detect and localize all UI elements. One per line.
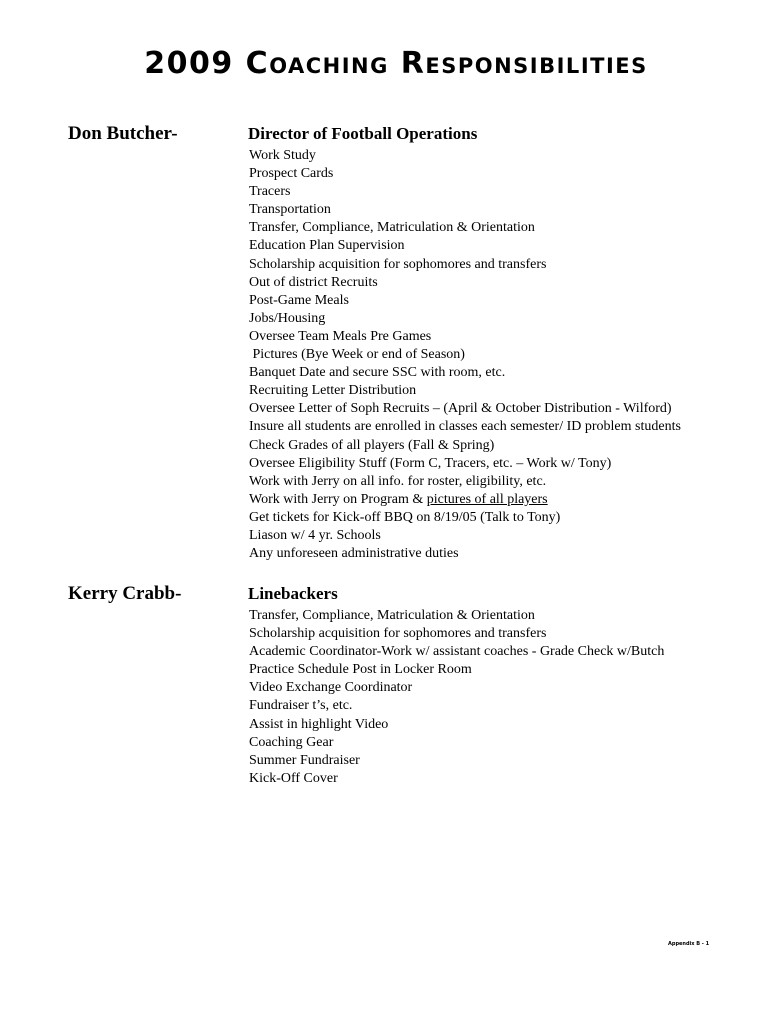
duty-item: Coaching Gear: [249, 734, 334, 750]
coach-role: Director of Football Operations: [248, 124, 478, 143]
duty-item: Any unforeseen administrative duties: [249, 546, 459, 562]
duty-item: Assist in highlight Video: [249, 716, 389, 732]
duty-item: Work Study: [249, 148, 316, 163]
duty-item: Tracers: [249, 184, 291, 200]
duty-list: [249, 607, 664, 788]
duty-item: Academic Coordinator-Work w/ assistant coaches - Grade Check w/Butch: [249, 644, 665, 660]
duty-item: Practice Schedule Post in Locker Room: [249, 662, 472, 678]
duty-item: Post-Game Meals: [249, 292, 349, 308]
duty-program-prefix: Work with Jerry on Program &: [249, 491, 427, 507]
duty-item: Pictures (Bye Week or end of Season): [249, 347, 465, 363]
duty-item: Get tickets for Kick-off BBQ on 8/19/05 (Talk to Tony): [249, 509, 561, 525]
duty-item: Kick-Off Cover: [249, 770, 338, 786]
duty-item: Transportation: [249, 202, 331, 218]
coach-role: Linebackers: [248, 584, 338, 603]
duty-item: Transfer, Compliance, Matriculation & Orientation: [249, 220, 535, 236]
duty-item: Oversee Team Meals Pre Games: [249, 328, 432, 344]
duty-item: Prospect Cards: [249, 166, 334, 182]
duty-list: [249, 147, 681, 563]
duty-item: Jobs/Housing: [249, 310, 326, 326]
coach-name: Kerry Crabb-: [68, 583, 182, 604]
duty-item: Education Plan Supervision: [249, 238, 405, 254]
duty-program-underlined: pictures of all players: [426, 491, 548, 507]
duty-item: Work with Jerry on all info. for roster, eligibility, etc.: [249, 473, 547, 489]
duty-item: Out of district Recruits: [249, 274, 378, 290]
duty-item: Recruiting Letter Distribution: [249, 383, 417, 399]
duty-item: Fundraiser t’s, etc.: [249, 698, 353, 714]
page-footer-appendix: Appendix B - 1: [668, 941, 710, 947]
page-title: 2009 Coaching Responsibilities: [144, 46, 648, 81]
duty-item: Oversee Letter of Soph Recruits – (April & October Distribution - Wilford): [249, 401, 672, 417]
duty-item: Banquet Date and secure SSC with room, etc.: [249, 365, 506, 381]
duty-item: Liason w/ 4 yr. Schools: [249, 527, 381, 543]
coach-name: Don Butcher-: [68, 123, 178, 144]
duty-item: Video Exchange Coordinator: [249, 680, 413, 696]
duty-item: Oversee Eligibility Stuff (Form C, Tracers, etc. – Work w/ Tony): [249, 455, 612, 471]
duty-item: Scholarship acquisition for sophomores and transfers: [249, 256, 547, 272]
duty-item-program: [249, 491, 681, 509]
duty-item: Scholarship acquisition for sophomores and transfers: [249, 626, 547, 642]
duty-item: Summer Fundraiser: [249, 752, 360, 768]
duty-item: Check Grades of all players (Fall & Spring): [249, 437, 495, 453]
duty-item: Transfer, Compliance, Matriculation & Orientation: [249, 608, 535, 623]
duty-item: Insure all students are enrolled in classes each semester/ ID problem students: [249, 419, 681, 435]
